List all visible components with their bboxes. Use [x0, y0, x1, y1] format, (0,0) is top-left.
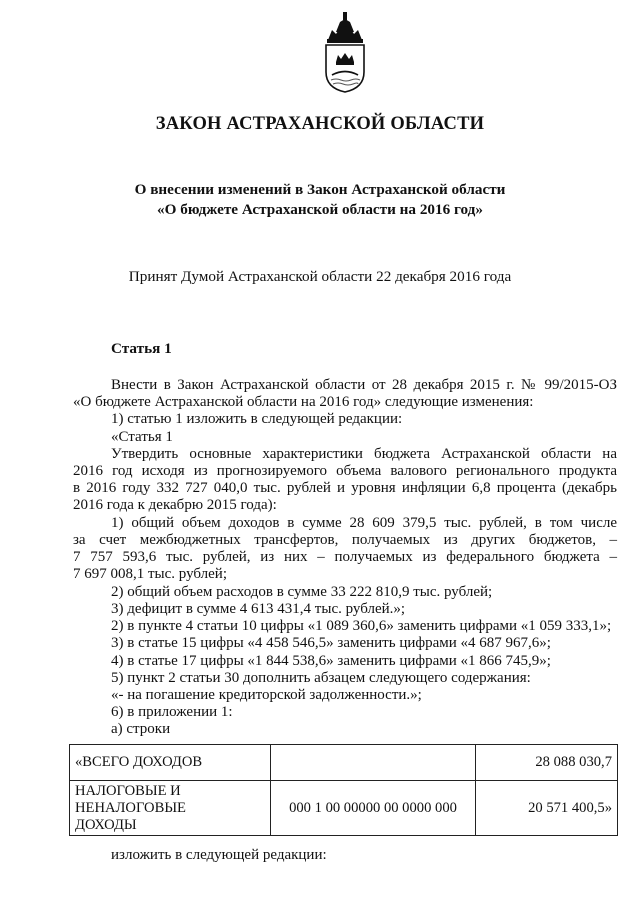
- law-title: ЗАКОН АСТРАХАНСКОЙ ОБЛАСТИ: [155, 114, 485, 134]
- table-row: [70, 781, 618, 836]
- paragraph-line: 7 757 593,6 тыс. рублей, из них – получаемых из федерального бюджета –: [73, 549, 617, 565]
- law-subtitle-line-2: «О бюджете Астраханской области на 2016 год»: [157, 201, 483, 218]
- paragraph-line: 3) дефицит в сумме 4 613 431,4 тыс. рублей.»;: [111, 601, 406, 617]
- paragraph-line: 6) в приложении 1:: [111, 704, 233, 720]
- paragraph-line: 2016 год исходя из прогнозируемого объема валового регионального продукта: [73, 463, 617, 479]
- paragraph-line: 2) в пункте 4 статьи 10 цифры «1 089 360,6» заменить цифрами «1 059 333,1»;: [111, 618, 612, 634]
- paragraph-line: 4) в статье 17 цифры «1 844 538,6» заменить цифрами «1 866 745,9»;: [111, 653, 551, 669]
- paragraph-line: за счет межбюджетных трансфертов, получаемых из других бюджетов, –: [73, 532, 617, 548]
- paragraph-line: 7 697 008,1 тыс. рублей;: [73, 566, 227, 582]
- table-cell-name-line: ДОХОДЫ: [75, 816, 137, 833]
- paragraph-line: Внести в Закон Астраханской области от 28 декабря 2015 г. № 99/2015-ОЗ: [111, 377, 617, 393]
- article-heading: Статья 1: [111, 340, 172, 357]
- paragraph-line: Утвердить основные характеристики бюджета Астраханской области на: [111, 446, 617, 462]
- law-subtitle-line-1: О внесении изменений в Закон Астраханской области: [134, 181, 506, 198]
- paragraph-line: 5) пункт 2 статьи 30 дополнить абзацем следующего содержания:: [111, 670, 531, 686]
- table-cell-name: [70, 781, 271, 836]
- table-cell-amount: 28 088 030,7: [476, 745, 618, 781]
- table-cell-name-line: НЕНАЛОГОВЫЕ: [75, 799, 186, 816]
- paragraph-line: «Статья 1: [111, 429, 173, 445]
- paragraph-line: «- на погашение кредиторской задолженности.»;: [111, 687, 422, 703]
- table-cell-amount: 20 571 400,5»: [476, 781, 618, 836]
- paragraph-line: «О бюджете Астраханской области на 2016 год» следующие изменения:: [73, 394, 534, 410]
- table-cell-code: 000 1 00 00000 00 0000 000: [271, 781, 476, 836]
- adoption-note: Принят Думой Астраханской области 22 декабря 2016 года: [128, 268, 512, 285]
- paragraph-line: 3) в статье 15 цифры «4 458 546,5» заменить цифрами «4 687 967,6»;: [111, 635, 551, 651]
- paragraph-line: изложить в следующей редакции:: [111, 847, 327, 863]
- coat-of-arms-emblem: [322, 10, 368, 94]
- table-cell-code: [271, 745, 476, 781]
- budget-table: [69, 744, 618, 836]
- table-cell-name: «ВСЕГО ДОХОДОВ: [70, 745, 271, 781]
- table-row: [70, 745, 618, 781]
- table-cell-name-line: НАЛОГОВЫЕ И: [75, 782, 181, 799]
- paragraph-line: в 2016 году 332 727 040,0 тыс. рублей и уровня инфляции 6,8 процента (декабрь: [73, 480, 617, 496]
- paragraph-line: 1) общий объем доходов в сумме 28 609 379,5 тыс. рублей, в том числе: [111, 515, 617, 531]
- paragraph-line: 2) общий объем расходов в сумме 33 222 810,9 тыс. рублей;: [111, 584, 493, 600]
- paragraph-line: а) строки: [111, 721, 171, 737]
- paragraph-line: 2016 года к декабрю 2015 года):: [73, 497, 277, 513]
- paragraph-line: 1) статью 1 изложить в следующей редакции:: [111, 411, 403, 427]
